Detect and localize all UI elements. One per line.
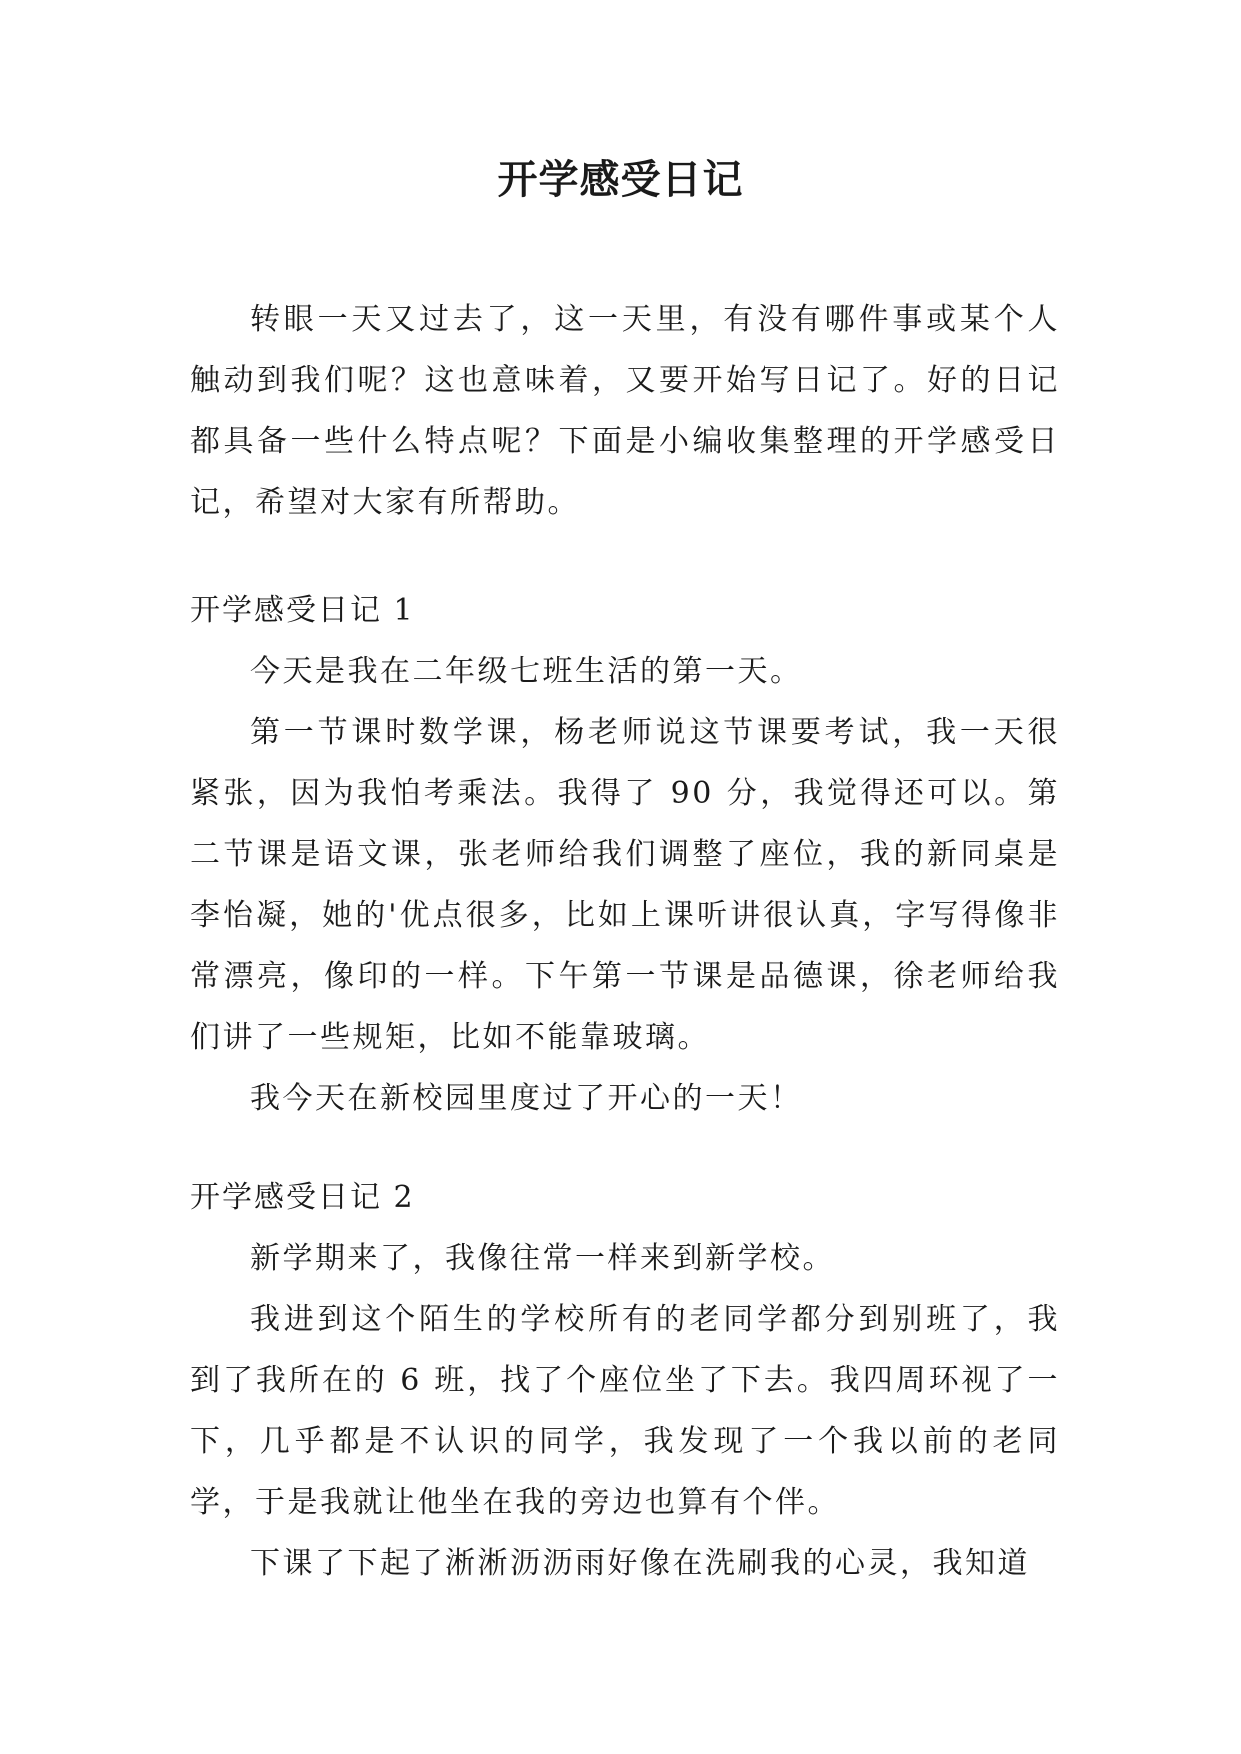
- document-title: 开学感受日记: [497, 157, 744, 203]
- section-heading: 开学感受日记 2: [190, 1180, 415, 1215]
- section-paragraph: 我进到这个陌生的学校所有的老同学都分到别班了，我到了我所在的 6 班，找了个座位坐了下去。我四周环视了一下，几乎都是不认识的同学，我发现了一个我以前的老同学，于是我就让他坐在我的旁边也算有个伴。: [190, 1302, 1060, 1520]
- section-2: [190, 1167, 1060, 1594]
- section-heading: 开学感受日记 1: [190, 593, 415, 628]
- section-paragraph: 我今天在新校园里度过了开心的一天！: [250, 1081, 803, 1116]
- section-1: [190, 580, 1060, 1129]
- section-paragraph: 下课了下起了淅淅沥沥雨好像在洗刷我的心灵，我知道: [250, 1546, 1030, 1581]
- intro-paragraph: 转眼一天又过去了，这一天里，有没有哪件事或某个人触动到我们呢？这也意味着，又要开始写日记了。好的日记都具备一些什么特点呢？下面是小编收集整理的开学感受日记，希望对大家有所帮助。: [190, 302, 1060, 520]
- section-paragraph: 今天是我在二年级七班生活的第一天。: [250, 654, 803, 689]
- section-paragraph: 新学期来了，我像往常一样来到新学校。: [250, 1241, 835, 1276]
- intro-block: [190, 289, 1060, 533]
- section-paragraph: 第一节课时数学课，杨老师说这节课要考试，我一天很紧张，因为我怕考乘法。我得了 90 分，我觉得还可以。第二节课是语文课，张老师给我们调整了座位，我的新同桌是李怡凝，她的'优点很多，比如上课听讲很认真，字写得像非常漂亮，像印的一样。下午第一节课是品德课，徐老师给我们讲了一些规矩，比如不能靠玻璃。: [190, 715, 1060, 1055]
